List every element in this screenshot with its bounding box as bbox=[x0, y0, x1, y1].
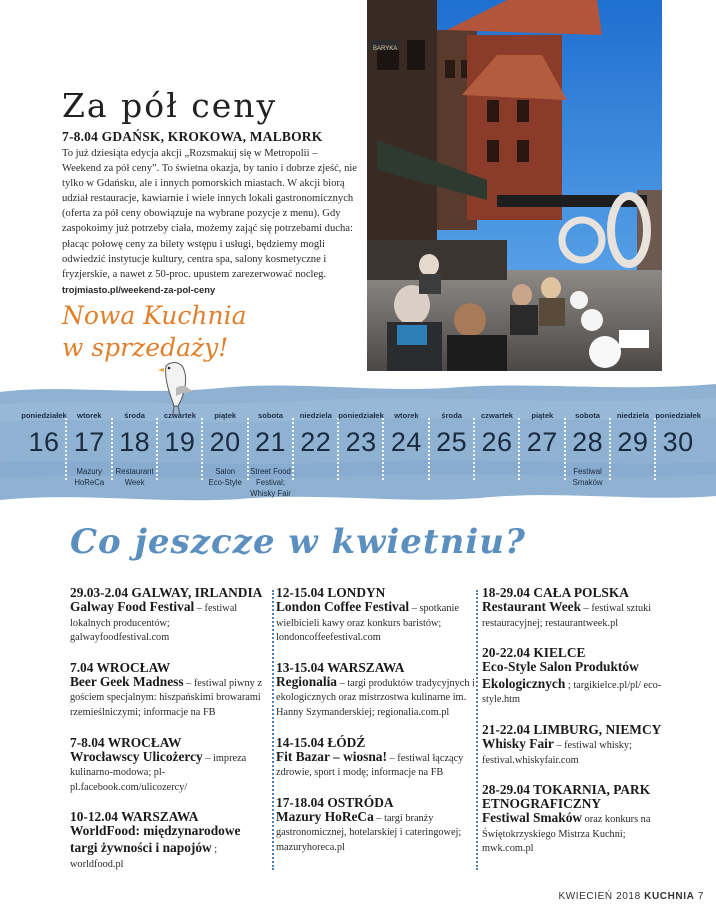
event-date: 17-18.04 OSTRÓDA bbox=[276, 794, 394, 810]
calendar-date: 21 bbox=[254, 427, 287, 457]
event-name: WorldFood: międzynarodowe targi żywności i napojów bbox=[70, 823, 241, 855]
event-description: ; targikielce.pl/pl/ eco-style.htm bbox=[482, 679, 662, 706]
event-date: 10-12.04 WARSZAWA bbox=[70, 809, 199, 825]
event-description: – targi branży gastronomicznej, hotelarskiej i cateringowej; mazuryhoreca.pl bbox=[276, 812, 462, 853]
event-entry bbox=[276, 736, 476, 781]
photo-sign: BARYKA bbox=[373, 46, 398, 52]
promo-banner bbox=[62, 300, 247, 364]
gdansk-street-photo bbox=[367, 0, 662, 371]
calendar-day bbox=[66, 410, 112, 488]
event-text bbox=[276, 750, 476, 781]
calendar-day-name: piątek bbox=[531, 411, 554, 420]
calendar-day-name: wtorek bbox=[394, 411, 419, 420]
column-divider-2 bbox=[476, 590, 478, 870]
calendar-date: 25 bbox=[436, 427, 468, 457]
event-description: – festiwal whisky; festival.whiskyfair.com bbox=[482, 739, 632, 766]
event-text bbox=[70, 600, 268, 646]
event-text bbox=[70, 750, 268, 796]
event-entry bbox=[482, 586, 672, 631]
calendar-day bbox=[293, 410, 339, 466]
event-name: Galway Food Festival bbox=[70, 599, 195, 614]
event-entry bbox=[276, 586, 476, 646]
calendar-day-name: czwartek bbox=[163, 411, 196, 420]
event-text bbox=[482, 660, 672, 708]
event-text bbox=[70, 675, 268, 721]
event-date: 20-22.04 KIELCE bbox=[482, 645, 586, 661]
section-title: Co jeszcze w kwietniu? bbox=[70, 522, 526, 562]
event-text bbox=[276, 600, 476, 646]
article-link[interactable]: trojmiasto.pl/weekend-za-pol-ceny bbox=[62, 283, 216, 295]
seagull-illustration bbox=[158, 358, 194, 416]
events-column-3 bbox=[482, 586, 672, 872]
event-date: 21-22.04 LIMBURG, NIEMCY bbox=[482, 721, 662, 737]
events-column-2 bbox=[276, 586, 476, 871]
calendar-day bbox=[610, 410, 656, 466]
calendar-days bbox=[0, 410, 716, 510]
event-text bbox=[70, 824, 268, 872]
article-body bbox=[62, 146, 358, 298]
calendar-date: 24 bbox=[390, 427, 422, 457]
event-entry bbox=[482, 723, 672, 768]
calendar-day-name: niedziela bbox=[616, 411, 649, 420]
calendar-day-name: środa bbox=[124, 411, 145, 420]
calendar-day-name: poniedziałek bbox=[655, 411, 701, 420]
calendar-day bbox=[157, 410, 203, 466]
event-entry bbox=[482, 646, 672, 708]
event-date: 7.04 WROCŁAW bbox=[70, 659, 171, 675]
event-name: Eco-Style Salon Produktów Ekologicznych bbox=[482, 659, 639, 691]
event-text bbox=[482, 600, 672, 631]
calendar-date: 27 bbox=[526, 427, 558, 457]
calendar-event: Restaurant Week bbox=[115, 467, 154, 487]
calendar-event: Festiwal Smaków bbox=[572, 467, 603, 487]
footer-magazine: KUCHNIA bbox=[644, 891, 695, 902]
event-name: London Coffee Festival bbox=[276, 599, 410, 614]
event-description: – festiwal łączący zdrowie, sport i modę; informacje na FB bbox=[276, 752, 464, 779]
calendar-day-name: sobota bbox=[575, 411, 601, 420]
article-photo bbox=[367, 0, 662, 371]
event-entry bbox=[276, 796, 476, 856]
calendar-day-name: czwartek bbox=[480, 411, 514, 420]
calendar-day-name: sobota bbox=[258, 411, 283, 420]
calendar-day bbox=[429, 410, 475, 466]
article-title: Za pół ceny bbox=[62, 86, 278, 125]
event-entry bbox=[482, 783, 672, 857]
event-entry bbox=[276, 661, 476, 721]
calendar-day-name: piątek bbox=[214, 411, 237, 420]
calendar-day-name: środa bbox=[441, 411, 463, 420]
event-description: – festiwal sztuki restauracyjnej; restaurantweek.pl bbox=[482, 603, 652, 629]
calendar-date: 22 bbox=[300, 427, 332, 457]
calendar-day-name: wtorek bbox=[77, 411, 102, 420]
event-name: Regionalia bbox=[276, 673, 338, 689]
calendar-day bbox=[202, 410, 248, 488]
calendar-event: Street Food Festival; Whisky Fair bbox=[250, 467, 291, 498]
event-name: Festiwal Smaków bbox=[482, 810, 583, 826]
event-text bbox=[276, 675, 476, 721]
event-entry bbox=[70, 586, 268, 646]
calendar-day bbox=[338, 410, 384, 466]
calendar-day-name: poniedziałek bbox=[338, 411, 384, 420]
calendar-date: 19 bbox=[164, 427, 196, 457]
event-name: Fit Bazar – wiosna! bbox=[276, 748, 387, 764]
footer-page-number: 7 bbox=[697, 891, 704, 902]
promo-line-1: Nowa Kuchnia bbox=[62, 301, 247, 330]
event-entry bbox=[70, 661, 268, 721]
event-entry bbox=[70, 810, 268, 872]
events-column-1 bbox=[70, 586, 268, 887]
event-description: – spotkanie wielbicieli kawy oraz konkurs baristów; londoncoffeefestival.com bbox=[276, 603, 459, 644]
event-text bbox=[276, 810, 476, 856]
event-name: Wrocławscy Ulicożercy bbox=[70, 748, 203, 764]
event-description: – festiwal piwny z gościem specjalnym: hiszpańskimi browarami rzemieślniczymi; informacje na FB bbox=[70, 677, 262, 718]
event-description: oraz konkurs na Świętokrzyskiego Mistrza Kuchni; mwk.com.pl bbox=[482, 814, 651, 855]
calendar-date: 26 bbox=[481, 427, 513, 457]
calendar-day-name: niedziela bbox=[299, 411, 332, 420]
calendar-date: 23 bbox=[345, 427, 377, 457]
calendar-day-name: poniedziałek bbox=[21, 411, 67, 420]
calendar-date: 16 bbox=[28, 427, 60, 457]
calendar-event: Mazury HoReCa bbox=[74, 467, 105, 487]
event-date: 14-15.04 ŁÓDŹ bbox=[276, 734, 366, 750]
calendar-date: 17 bbox=[73, 427, 105, 457]
calendar-date: 20 bbox=[209, 427, 241, 457]
calendar-day bbox=[383, 410, 429, 466]
event-date: 7-8.04 WROCŁAW bbox=[70, 734, 182, 750]
event-description: ; worldfood.pl bbox=[70, 843, 218, 870]
event-date: 29.03-2.04 GALWAY, IRLANDIA bbox=[70, 585, 263, 600]
calendar-day bbox=[248, 410, 294, 499]
footer-issue: KWIECIEŃ 2018 bbox=[558, 891, 641, 902]
event-name: Whisky Fair bbox=[482, 735, 554, 751]
event-text bbox=[482, 811, 672, 857]
promo-line-2: w sprzedaży! bbox=[62, 333, 229, 362]
event-date: 18-29.04 CAŁA POLSKA bbox=[482, 585, 629, 600]
event-date: 28-29.04 TOKARNIA, PARK ETNOGRAFICZNY bbox=[482, 782, 651, 812]
calendar-date: 30 bbox=[662, 427, 694, 457]
calendar-day bbox=[519, 410, 565, 466]
event-description: – targi produktów tradycyjnych i ekologicznych oraz mistrzostwa kulinarne im. Hanny Szymanderskiej; regionalia.com.pl bbox=[276, 677, 475, 718]
calendar-day bbox=[565, 410, 611, 488]
calendar-event: Salon Eco-Style bbox=[208, 467, 242, 487]
event-entry bbox=[70, 736, 268, 796]
calendar-day bbox=[474, 410, 520, 466]
calendar-day bbox=[112, 410, 158, 488]
event-name: Restaurant Week bbox=[482, 599, 582, 614]
calendar-date: 18 bbox=[119, 427, 151, 457]
calendar-date: 29 bbox=[617, 427, 649, 457]
event-date: 13-15.04 WARSZAWA bbox=[276, 659, 405, 675]
calendar-date: 28 bbox=[572, 427, 604, 457]
event-date: 12-15.04 LONDYN bbox=[276, 585, 386, 600]
page-footer bbox=[558, 891, 704, 902]
article-dateline: 7-8.04 GDAŃSK, KROKOWA, MALBORK bbox=[62, 129, 323, 144]
event-text bbox=[482, 737, 672, 768]
calendar-day bbox=[655, 410, 701, 466]
event-description: – impreza kulinarno-modowa; pl-pl.facebook.com/ulicozercy/ bbox=[70, 752, 247, 793]
event-name: Mazury HoReCa bbox=[276, 808, 374, 824]
calendar-day bbox=[21, 410, 67, 466]
event-description: – festiwal lokalnych producentów; galwayfoodfestival.com bbox=[70, 603, 238, 644]
article-body-text: To już dziesiąta edycja akcji „Rozsmakuj się w Metropolii – Weekend za pół ceny”. To świetna okazja, by tanio i dobrze zjeść, nie tylko w Gdańsku, ale i innych pomorskich miastach. W akcji biorą udział restauracje, kawiarnie i wiele innych lokali gastronomicznych (oferta za pół ceny obowiązuje na wybrane pozycje z menu). Gdy zaspokoimy już potrzeby ciała, możemy zająć się potrzebami ducha: płacąc połowę ceny za bilety wstępu i usługi, będziemy mogli odwiedzić instytucje kultury, centra spa, salony kosmetyczne i fryzjerskie, a nawet z 50-proc. upustem zarezerwować nocleg. bbox=[62, 148, 358, 280]
column-divider-1 bbox=[272, 590, 274, 870]
event-name: Beer Geek Madness bbox=[70, 673, 184, 689]
